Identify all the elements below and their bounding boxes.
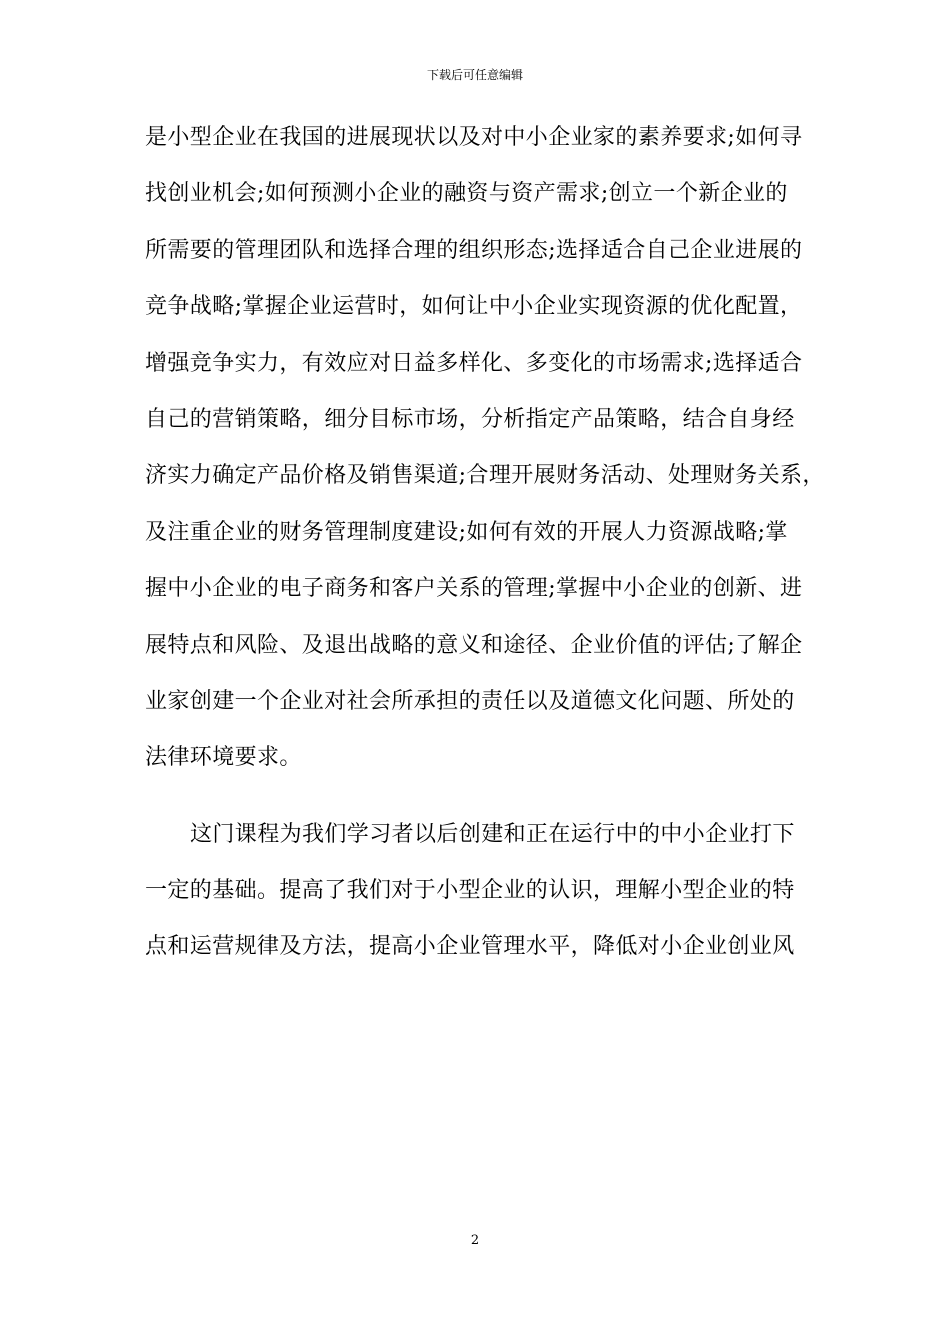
text-line: 找创业机会;如何预测小企业的融资与资产需求;创立一个新企业的 [145,181,788,207]
paragraph-2 [145,813,815,982]
text-line: 自己的营销策略，细分目标市场，分析指定产品策略，结合自身经 [145,406,795,432]
text-line: 业家创建一个企业对社会所承担的责任以及道德文化问题、所处的 [145,688,795,714]
document-body [145,116,825,982]
page-number: 2 [470,1233,480,1248]
paragraph-gap [145,793,815,813]
text-line: 是小型企业在我国的进展现状以及对中小企业家的素养要求;如何寻 [145,125,803,150]
paragraph-1 [145,116,825,793]
text-line: 点和运营规律及方法，提高小企业管理水平，降低对小企业创业风 [145,934,795,960]
text-line: 所需要的管理团队和选择合理的组织形态;选择适合自己企业进展的 [145,237,803,263]
text-line: 增强竞争实力，有效应对日益多样化、多变化的市场需求;选择适合 [145,350,803,376]
text-line: 握中小企业的电子商务和客户关系的管理;掌握中小企业的创新、进 [145,576,803,602]
text-line: 及注重企业的财务管理制度建设;如何有效的开展人力资源战略;掌 [145,519,788,545]
page-header: 下载后可任意编辑 [426,68,523,82]
text-line: 展特点和风险、及退出战略的意义和途径、企业价值的评估;了解企 [145,632,803,658]
text-line: 济实力确定产品价格及销售渠道;合理开展财务活动、处理财务关系， [145,463,825,489]
text-line: 一定的基础。提高了我们对于小型企业的认识，理解小型企业的特 [145,878,795,904]
text-line: 这门课程为我们学习者以后创建和正在运行中的中小企业打下 [190,821,795,847]
text-line: 竞争战略;掌握企业运营时，如何让中小企业实现资源的优化配置， [145,294,803,320]
text-line: 法律环境要求。 [145,745,302,771]
